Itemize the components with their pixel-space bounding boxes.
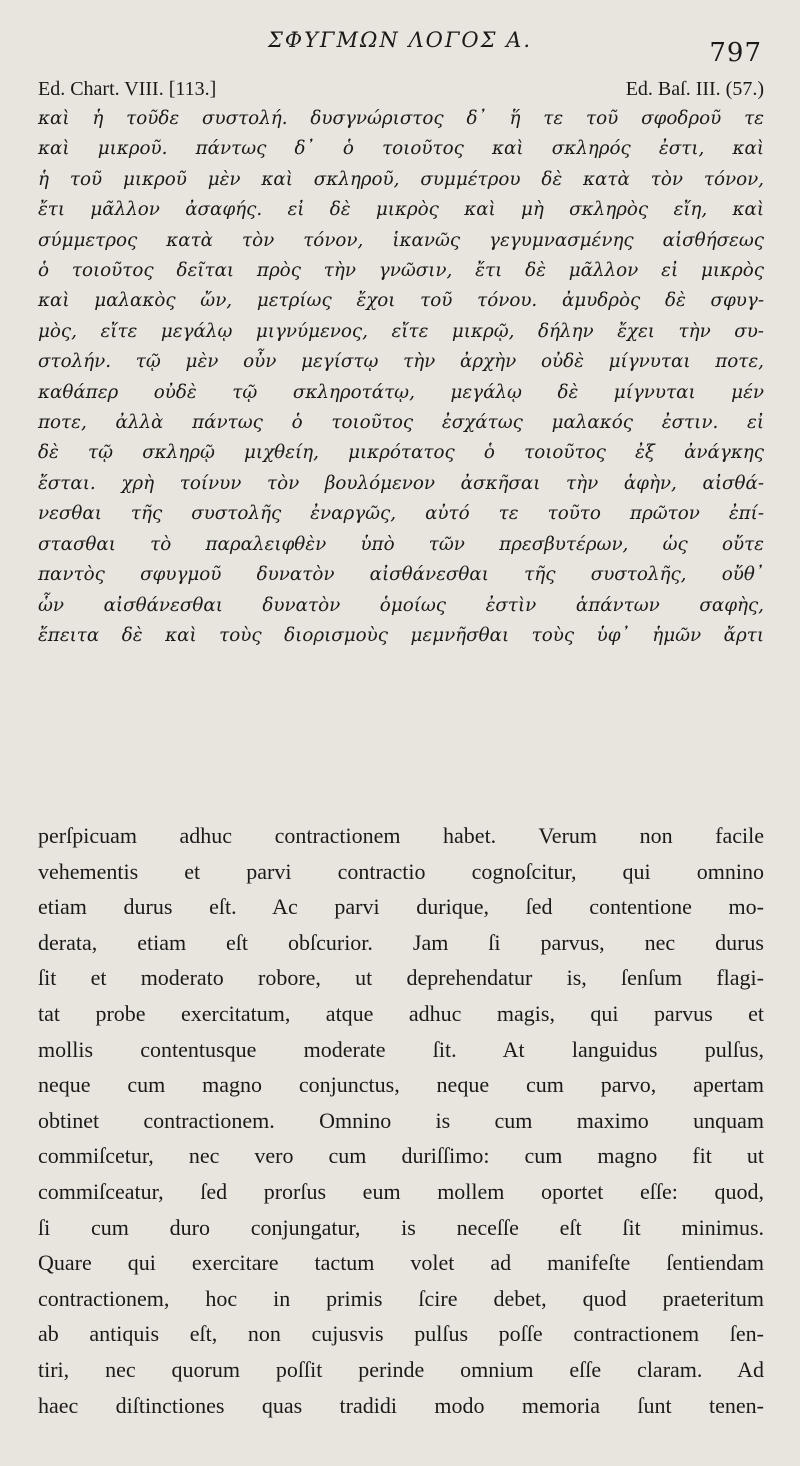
- greek-text-line: καὶ ἡ τοῦδε συστολή. δυσγνώριστος δ᾽ ἥ τε τοῦ σφοδροῦ τε: [38, 108, 764, 129]
- latin-text-line: haec diſtinctiones quas tradidi modo memoria ſunt tenen-: [38, 1392, 764, 1418]
- latin-text-line: perſpicuam adhuc contractionem habet. Verum non facile: [38, 823, 764, 848]
- latin-text-line: neque cum magno conjunctus, neque cum parvo, apertam: [38, 1072, 764, 1098]
- greek-text-line: καὶ μικροῦ. πάντως δ᾽ ὁ τοιοῦτος καὶ σκληρός ἐστι, καὶ: [38, 138, 764, 160]
- greek-text-line: δὲ τῷ σκληρῷ μιχθείη, μικρότατος ὁ τοιοῦτος ἐξ ἀνάγκης: [38, 442, 764, 464]
- latin-text-line: obtinet contractionem. Omnino is cum maximo unquam: [38, 1107, 764, 1133]
- latin-text-line: etiam durus eſt. Ac parvi durique, ſed contentione mo-: [38, 894, 764, 920]
- latin-text-line: ſit et moderato robore, ut deprehendatur is, ſenſum flagi-: [38, 965, 764, 991]
- greek-text-line: ποτε, ἀλλὰ πάντως ὁ τοιοῦτος ἐσχάτως μαλακός ἐστιν. εἰ: [38, 412, 764, 434]
- latin-text-line: tat probe exercitatum, atque adhuc magis, qui parvus et: [38, 1000, 764, 1026]
- latin-text-block: [38, 818, 764, 1423]
- latin-text-line: commiſceatur, ſed prorſus eum mollem oportet eſſe: quod,: [38, 1178, 764, 1204]
- latin-text-line: ab antiquis eſt, non cujusvis pulſus poſſe contractionem ſen-: [38, 1321, 764, 1347]
- greek-text-line: στολήν. τῷ μὲν οὖν μεγίστῳ τὴν ἀρχὴν οὐδὲ μίγνυται ποτε,: [38, 351, 764, 373]
- greek-text-line: ὁ τοιοῦτος δεῖται πρὸς τὴν γνῶσιν, ἔτι δὲ μᾶλλον εἰ μικρὸς: [38, 260, 764, 282]
- greek-text-line: ἔσται. χρὴ τοίνυν τὸν βουλόμενον ἀσκῆσαι τὴν ἁφὴν, αἰσθά-: [38, 472, 764, 494]
- latin-text-line: commiſcetur, nec vero cum duriſſimo: cum magno fit ut: [38, 1143, 764, 1169]
- greek-text-line: ἔπειτα δὲ καὶ τοὺς διορισμοὺς μεμνῆσθαι τοὺς ὑφ᾽ ἡμῶν ἄρτι: [38, 624, 764, 646]
- greek-text-line: νεσθαι τῆς συστολῆς ἐναργῶς, αὐτό τε τοῦτο πρῶτον ἐπί-: [38, 503, 764, 525]
- greek-text-line: ὧν αἰσθάνεσθαι δυνατὸν ὁμοίως ἐστὶν ἁπάντων σαφὴς,: [38, 594, 764, 616]
- latin-text-line: vehementis et parvi contractio cognoſcitur, qui omnino: [38, 858, 764, 884]
- running-title: ΣΦΥΓΜΩΝ ΛΟΓΟΣ Α.: [268, 28, 532, 52]
- greek-text-line: καὶ μαλακὸς ὤν, μετρίως ἔχοι τοῦ τόνου. ἀμυδρὸς δὲ σφυγ-: [38, 290, 764, 312]
- edition-basel: Ed. Baſ. III. (57.): [625, 78, 764, 100]
- latin-text-line: contractionem, hoc in primis ſcire debet, quod praeteritum: [38, 1285, 764, 1311]
- greek-text-line: καθάπερ οὐδὲ τῷ σκληροτάτῳ, μεγάλῳ δὲ μίγνυται μέν: [38, 381, 764, 403]
- greek-text-line: σύμμετρος κατὰ τὸν τόνον, ἱκανῶς γεγυμνασμένης αἰσθήσεως: [38, 229, 764, 251]
- greek-text-line: ἔτι μᾶλλον ἀσαφής. εἰ δὲ μικρὸς καὶ μὴ σκληρὸς εἴη, καὶ: [38, 199, 764, 221]
- greek-text-line: παντὸς σφυγμοῦ δυνατὸν αἰσθάνεσθαι τῆς συστολῆς, οὔθ᾽: [38, 564, 764, 586]
- greek-text-line: μὸς, εἴτε μεγάλῳ μιγνύμενος, εἴτε μικρῷ, δήλην ἔχει τὴν συ-: [38, 320, 764, 342]
- edition-references: [38, 78, 764, 101]
- page-number: 797: [709, 38, 762, 68]
- latin-text-line: tiri, nec quorum poſſit perinde omnium eſſe claram. Ad: [38, 1356, 764, 1382]
- greek-text-block: [38, 104, 764, 651]
- edition-chartier: Ed. Chart. VIII. [113.]: [38, 78, 217, 100]
- greek-text-line: ἡ τοῦ μικροῦ μὲν καὶ σκληροῦ, συμμέτρου δὲ κατὰ τὸν τόνον,: [38, 168, 764, 190]
- greek-text-line: στασθαι τὸ παραλειφθὲν ὑπὸ τῶν πρεσβυτέρων, ὡς οὔτε: [38, 533, 764, 555]
- latin-text-line: mollis contentusque moderate ſit. At languidus pulſus,: [38, 1036, 764, 1062]
- latin-text-line: Quare qui exercitare tactum volet ad manifeſte ſentiendam: [38, 1250, 764, 1276]
- latin-text-line: derata, etiam eſt obſcurior. Jam ſi parvus, nec durus: [38, 929, 764, 955]
- latin-text-line: ſi cum duro conjungatur, is neceſſe eſt ſit minimus.: [38, 1214, 764, 1240]
